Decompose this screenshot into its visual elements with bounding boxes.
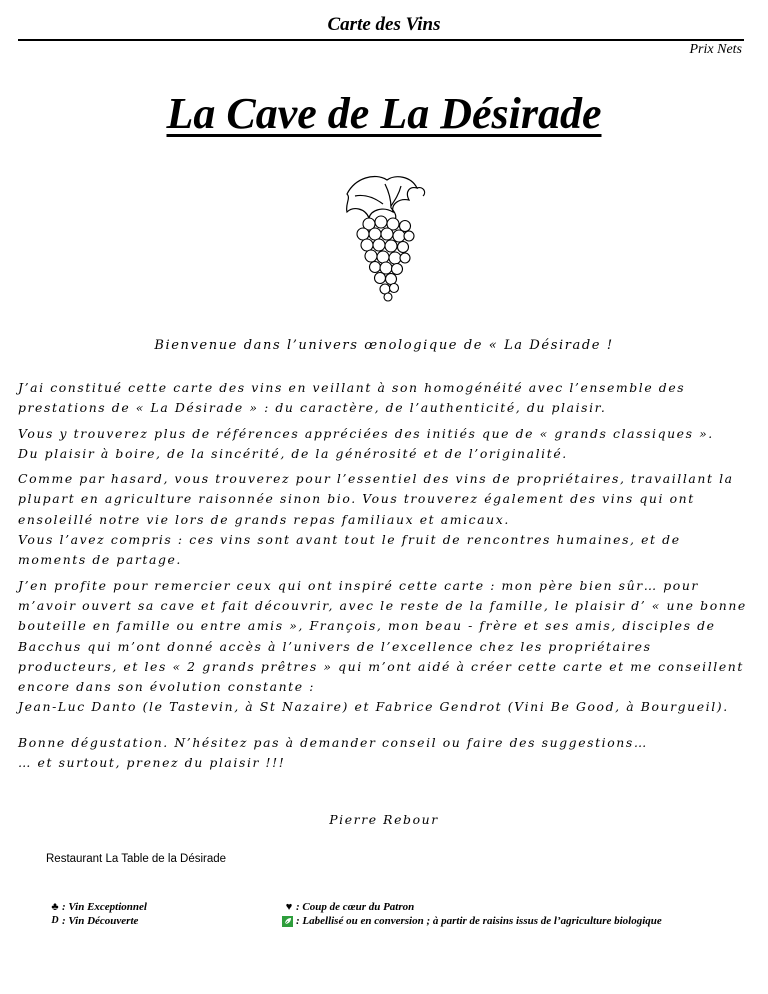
paragraph-line: Du plaisir à boire, de la sincérité, de la générosité et de l’originalité. [18,445,568,461]
paragraph-1 [18,378,753,419]
paragraph-4 [18,576,753,718]
legend-label: : Labellisé ou en conversion ; à partir de raisins issus de l’agriculture biologique [296,915,662,927]
signature: Pierre Rebour [329,812,439,827]
introduction-text [18,378,753,723]
closing-line: … et surtout, prenez du plaisir !!! [18,755,286,771]
club-icon: ♣ [51,901,59,913]
paragraph-line: J’ai constitué cette carte des vins en veillant à son homogénéité avec l’ensemble des prestations de « La Désirade » : du caractère, de l’authenticité, du plaisir. [18,380,686,416]
grape-bunch-icon [335,172,431,302]
legend-left [48,900,147,928]
heart-icon: ♥ [285,901,293,913]
price-note: Prix Nets [689,42,742,57]
legend-item-exceptional [48,900,147,914]
restaurant-name: Restaurant La Table de la Désirade [46,853,227,865]
paragraph-line: Jean-Luc Danto (le Tastevin, à St Nazaire) et Fabrice Gendrot (Vini Be Good, à Bourgueil). [18,699,729,715]
closing-text [18,733,753,774]
legend-item-organic [282,914,662,928]
paragraph-2 [18,424,753,465]
organic-label-icon [282,916,293,927]
paragraph-3 [18,469,753,570]
legend-item-discovery [48,914,147,928]
legend-label: : Vin Découverte [62,915,139,927]
paragraph-line: Vous l’avez compris : ces vins sont avant tout le fruit de rencontres humaines, et de moments de partage. [18,532,681,568]
closing-line: Bonne dégustation. N’hésitez pas à demander conseil ou faire des suggestions… [18,735,648,750]
legend-label: : Vin Exceptionnel [62,901,147,913]
welcome-heading: Bienvenue dans l’univers œnologique de « La Désirade ! [154,338,614,353]
menu-header-title: Carte des Vins [327,14,441,35]
paragraph-line: Comme par hasard, vous trouverez pour l’essentiel des vins de propriétaires, travaillant la plupart en agriculture raisonnée sinon bio. Vous trouverez également des vins qui ont ensoleillé notre vie lors de grands repas familiaux et amicaux. [18,471,734,527]
discovery-d-icon: D [51,915,59,926]
legend-label: : Coup de cœur du Patron [296,901,415,913]
legend-item-favorite [282,900,662,914]
page-title: La Cave de La Désirade [166,89,602,138]
paragraph-line: Vous y trouverez plus de références appréciées des initiés que de « grands classiques ». [18,425,714,441]
paragraph-line: J’en profite pour remercier ceux qui ont inspiré cette carte : mon père bien sûr… pour m’avoir ouvert sa cave et fait découvrir, avec le reste de la famille, le plaisir d’ « une bonne bouteille en famille ou entre amis », François, mon beau - frère et ses amis, disciples de Bacchus qui m’ont donné accès à l’univers de l’excellence chez les propriétaires producteurs, et les « 2 grands prêtres » qui m’ont aidé à créer cette carte et me conseillent encore dans son évolution constante : [18,577,747,695]
header-divider [18,39,744,41]
legend-right [282,900,662,928]
